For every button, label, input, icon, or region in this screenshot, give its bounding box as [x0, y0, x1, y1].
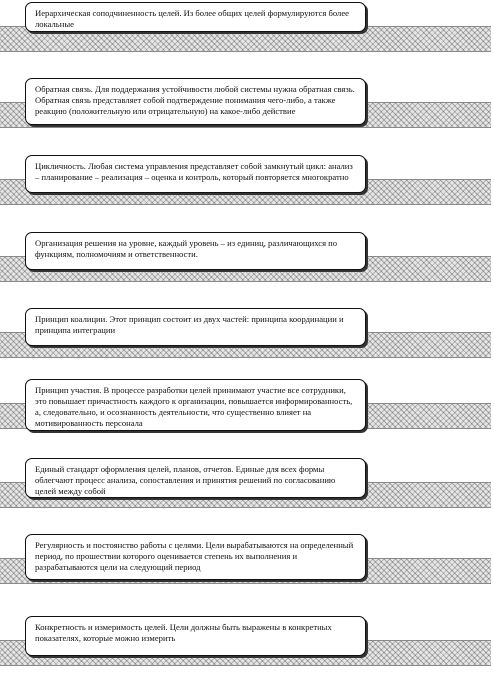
principle-row-6	[0, 379, 494, 435]
principle-row-2	[0, 78, 494, 134]
principle-text: Единый стандарт оформления целей, планов, отчетов. Единые для всех формы облегчают процесс анализа, сопоставления и принятия решений по согласованию целей между собой	[35, 464, 336, 496]
principle-text: Регулярность и постоянство работы с целями. Цели вырабатываются на определенный период, по прошествии которого оценивается степень их выполнения и разрабатываются цели на следующий период	[35, 540, 354, 572]
principle-text: Конкретность и измеримость целей. Цели должны быть выражены в конкретных показателях, которые можно измерить	[35, 622, 332, 643]
principle-row-3	[0, 155, 494, 211]
principle-box-7	[25, 458, 366, 498]
principle-text: Иерархическая соподчиненность целей. Из более общих целей формулируются более локальные	[35, 8, 349, 29]
principle-box-5	[25, 308, 366, 346]
principle-text: Обратная связь. Для поддержания устойчивости любой системы нужна обратная связь. Обратная связь представляет собой подтверждение понимания чего-либо, а также реакцию (положительную или отрицательную) на какое-либо действие	[35, 84, 355, 116]
principle-text: Организация решения на уровне, каждый уровень – из единиц, различающихся по функциям, полномочиям и ответственности.	[35, 238, 338, 259]
principle-box-9	[25, 616, 366, 656]
principle-row-7	[0, 458, 494, 514]
principle-box-8	[25, 534, 366, 580]
principle-box-2	[25, 78, 366, 125]
principle-text: Принцип коалиции. Этот принцип состоит из двух частей: принципа координации и принципа интеграции	[35, 314, 344, 335]
principle-text: Принцип участия. В процессе разработки целей принимают участие все сотрудники, это повышает причастность каждого к организации, повышается информированность, а, следовательно, и осознанность деятельности, что существенно влияет на мотивированность персонала	[35, 385, 353, 428]
principle-row-4	[0, 232, 494, 288]
principle-row-5	[0, 308, 494, 364]
principle-box-4	[25, 232, 366, 270]
principle-row-8	[0, 534, 494, 590]
principle-row-9	[0, 616, 494, 672]
principle-box-6	[25, 379, 366, 431]
principle-row-1	[0, 2, 494, 58]
principle-box-1	[25, 2, 366, 32]
principle-text: Цикличность. Любая система управления представляет собой замкнутый цикл: анализ – планирование – реализация – оценка и контроль, который повторяется многократно	[35, 161, 353, 182]
principle-box-3	[25, 155, 366, 193]
